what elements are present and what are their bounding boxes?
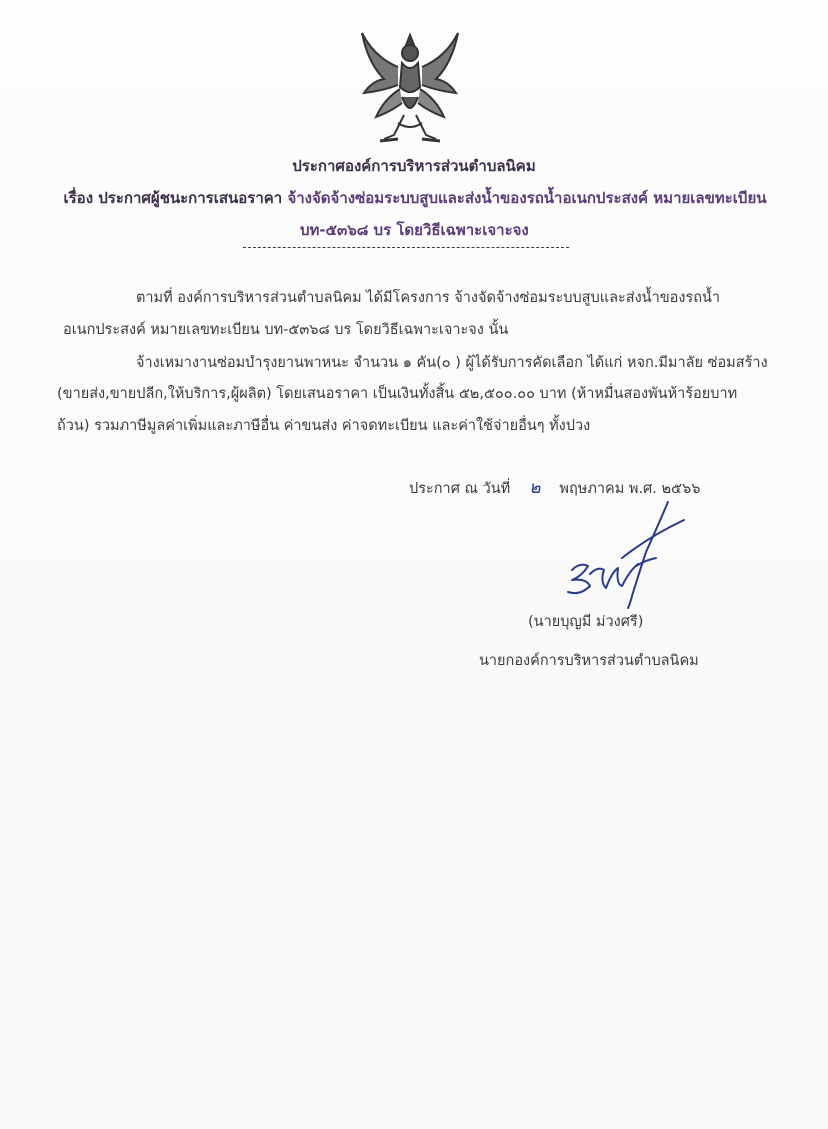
date-prefix: ประกาศ ณ วันที่ [409, 481, 511, 497]
subject-detail: จ้างจัดจ้างซ่อมระบบสูบและส่งน้ำของรถน้ำอเนกประสงค์ หมายเลขทะเบียน [287, 189, 767, 207]
subject-line [60, 186, 770, 210]
paragraph-2-line-1: จ้างเหมางานซ่อมบำรุงยานพาหนะ จำนวน ๑ คัน(๐ ) ผู้ได้รับการคัดเลือก ได้แก่ หจก.มีมาลัย ซ่อมสร้าง [136, 355, 768, 371]
divider [243, 247, 569, 248]
signer-name: (นายบุญมี ม่วงศรี) [528, 614, 644, 630]
subject-prefix: เรื่อง ประกาศผู้ชนะการเสนอราคา [63, 189, 283, 207]
subject-line-2: บท-๕๓๖๘ บร โดยวิธีเฉพาะเจาะจง [300, 221, 529, 239]
signer-position: นายกองค์การบริหารส่วนตำบลนิคม [479, 653, 699, 669]
announcement-title: ประกาศองค์การบริหารส่วนตำบลนิคม [292, 157, 536, 175]
paragraph-2-line-2: (ขายส่ง,ขายปลีก,ให้บริการ,ผู้ผลิต) โดยเสนอราคา เป็นเงินทั้งสิ้น ๕๒,๕๐๐.๐๐ บาท (ห้าหมื่นสองพันห้าร้อยบาท [57, 386, 738, 402]
announcement-date [409, 474, 700, 501]
handwritten-signature [560, 500, 695, 612]
paragraph-1-line-2: อเนกประสงค์ หมายเลขทะเบียน บท-๕๓๖๘ บร โดยวิธีเฉพาะเจาะจง นั้น [63, 322, 509, 338]
date-day: ๒ [529, 478, 541, 498]
paragraph-1-line-1: ตามที่ องค์การบริหารส่วนตำบลนิคม ได้มีโครงการ จ้างจัดจ้างซ่อมระบบสูบและส่งน้ำของรถน้ำ [136, 290, 721, 306]
garuda-emblem-icon [354, 27, 466, 149]
paragraph-2-line-3: ถ้วน) รวมภาษีมูลค่าเพิ่มและภาษีอื่น ค่าขนส่ง ค่าจดทะเบียน และค่าใช้จ่ายอื่นๆ ทั้งปวง [57, 418, 591, 434]
date-rest: พฤษภาคม พ.ศ. ๒๕๖๖ [559, 481, 701, 497]
